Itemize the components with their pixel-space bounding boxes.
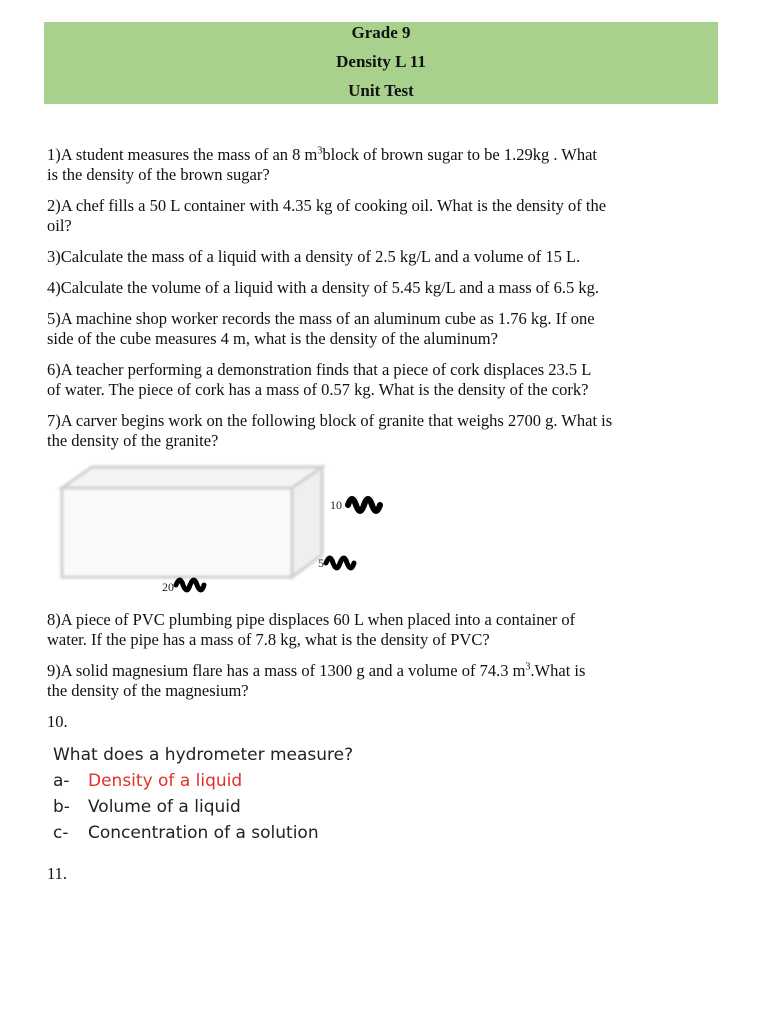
question-10-number xyxy=(47,712,727,732)
question-1-text-c: is the density of the brown sugar? xyxy=(47,165,270,184)
question-4 xyxy=(47,278,727,298)
question-2-text-b: oil? xyxy=(47,216,72,235)
question-8 xyxy=(47,610,727,650)
height-label: 10 xyxy=(330,498,342,512)
option-b-letter: b- xyxy=(53,797,70,817)
question-6-text-a: 6)A teacher performing a demonstration finds that a piece of cork displaces 23.5 L xyxy=(47,360,592,379)
depth-label: 5 xyxy=(318,556,324,570)
question-11-number xyxy=(47,864,727,884)
block-drawing xyxy=(62,467,322,577)
question-1-text-a: 1)A student measures the mass of an 8 m xyxy=(47,145,318,164)
header-banner xyxy=(44,22,718,104)
question-7-text-b: the density of the granite? xyxy=(47,431,219,450)
question-7-text-a: 7)A carver begins work on the following block of granite that weighs 2700 g. What is xyxy=(47,411,613,430)
grade-title: Grade 9 xyxy=(351,23,411,42)
hydrometer-prompt: What does a hydrometer measure? xyxy=(53,745,354,765)
question-10-label: 10. xyxy=(47,712,68,731)
option-a-letter: a- xyxy=(53,771,70,791)
question-6-text-b: of water. The piece of cork has a mass of 0.57 kg. What is the density of the cork? xyxy=(47,380,589,399)
length-scribble xyxy=(176,580,204,590)
option-c-text: Concentration of a solution xyxy=(88,823,319,843)
option-c xyxy=(53,820,353,846)
option-b-text: Volume of a liquid xyxy=(88,797,241,817)
question-1 xyxy=(47,145,727,185)
option-b xyxy=(53,794,353,820)
question-3 xyxy=(47,247,727,267)
granite-block-figure xyxy=(0,455,768,595)
question-9-text-a: 9)A solid magnesium flare has a mass of 1300 g and a volume of 74.3 m xyxy=(47,661,526,680)
question-2-text-a: 2)A chef fills a 50 L container with 4.35 kg of cooking oil. What is the density of the xyxy=(47,196,607,215)
question-8-text-b: water. If the pipe has a mass of 7.8 kg, what is the density of PVC? xyxy=(47,630,490,649)
question-3-text: 3)Calculate the mass of a liquid with a density of 2.5 kg/L and a volume of 15 L. xyxy=(47,247,581,266)
option-a-text: Density of a liquid xyxy=(88,771,243,791)
question-5-text-b: side of the cube measures 4 m, what is the density of the aluminum? xyxy=(47,329,498,348)
test-title: Unit Test xyxy=(348,81,414,100)
question-9-superscript: 3 xyxy=(525,661,531,673)
question-1-text-b: block of brown sugar to be 1.29kg . What xyxy=(322,145,598,164)
question-9-text-b: .What is xyxy=(530,661,586,680)
question-7 xyxy=(47,411,727,451)
question-9 xyxy=(47,661,727,701)
question-2 xyxy=(47,196,727,236)
depth-scribble xyxy=(326,558,354,568)
lesson-title: Density L 11 xyxy=(336,52,426,71)
question-6 xyxy=(47,360,727,400)
length-label: 20 xyxy=(162,580,174,594)
option-c-letter: c- xyxy=(53,823,69,843)
question-4-text: 4)Calculate the volume of a liquid with a density of 5.45 kg/L and a mass of 6.5 kg. xyxy=(47,278,600,297)
hydrometer-question xyxy=(53,742,353,846)
option-a xyxy=(53,768,353,794)
question-5-text-a: 5)A machine shop worker records the mass of an aluminum cube as 1.76 kg. If one xyxy=(47,309,595,328)
question-1-superscript: 3 xyxy=(317,145,323,157)
question-8-text-a: 8)A piece of PVC plumbing pipe displaces 60 L when placed into a container of xyxy=(47,610,576,629)
height-scribble xyxy=(348,499,380,511)
question-5 xyxy=(47,309,727,349)
question-9-text-c: the density of the magnesium? xyxy=(47,681,249,700)
question-11-label: 11. xyxy=(47,864,68,883)
